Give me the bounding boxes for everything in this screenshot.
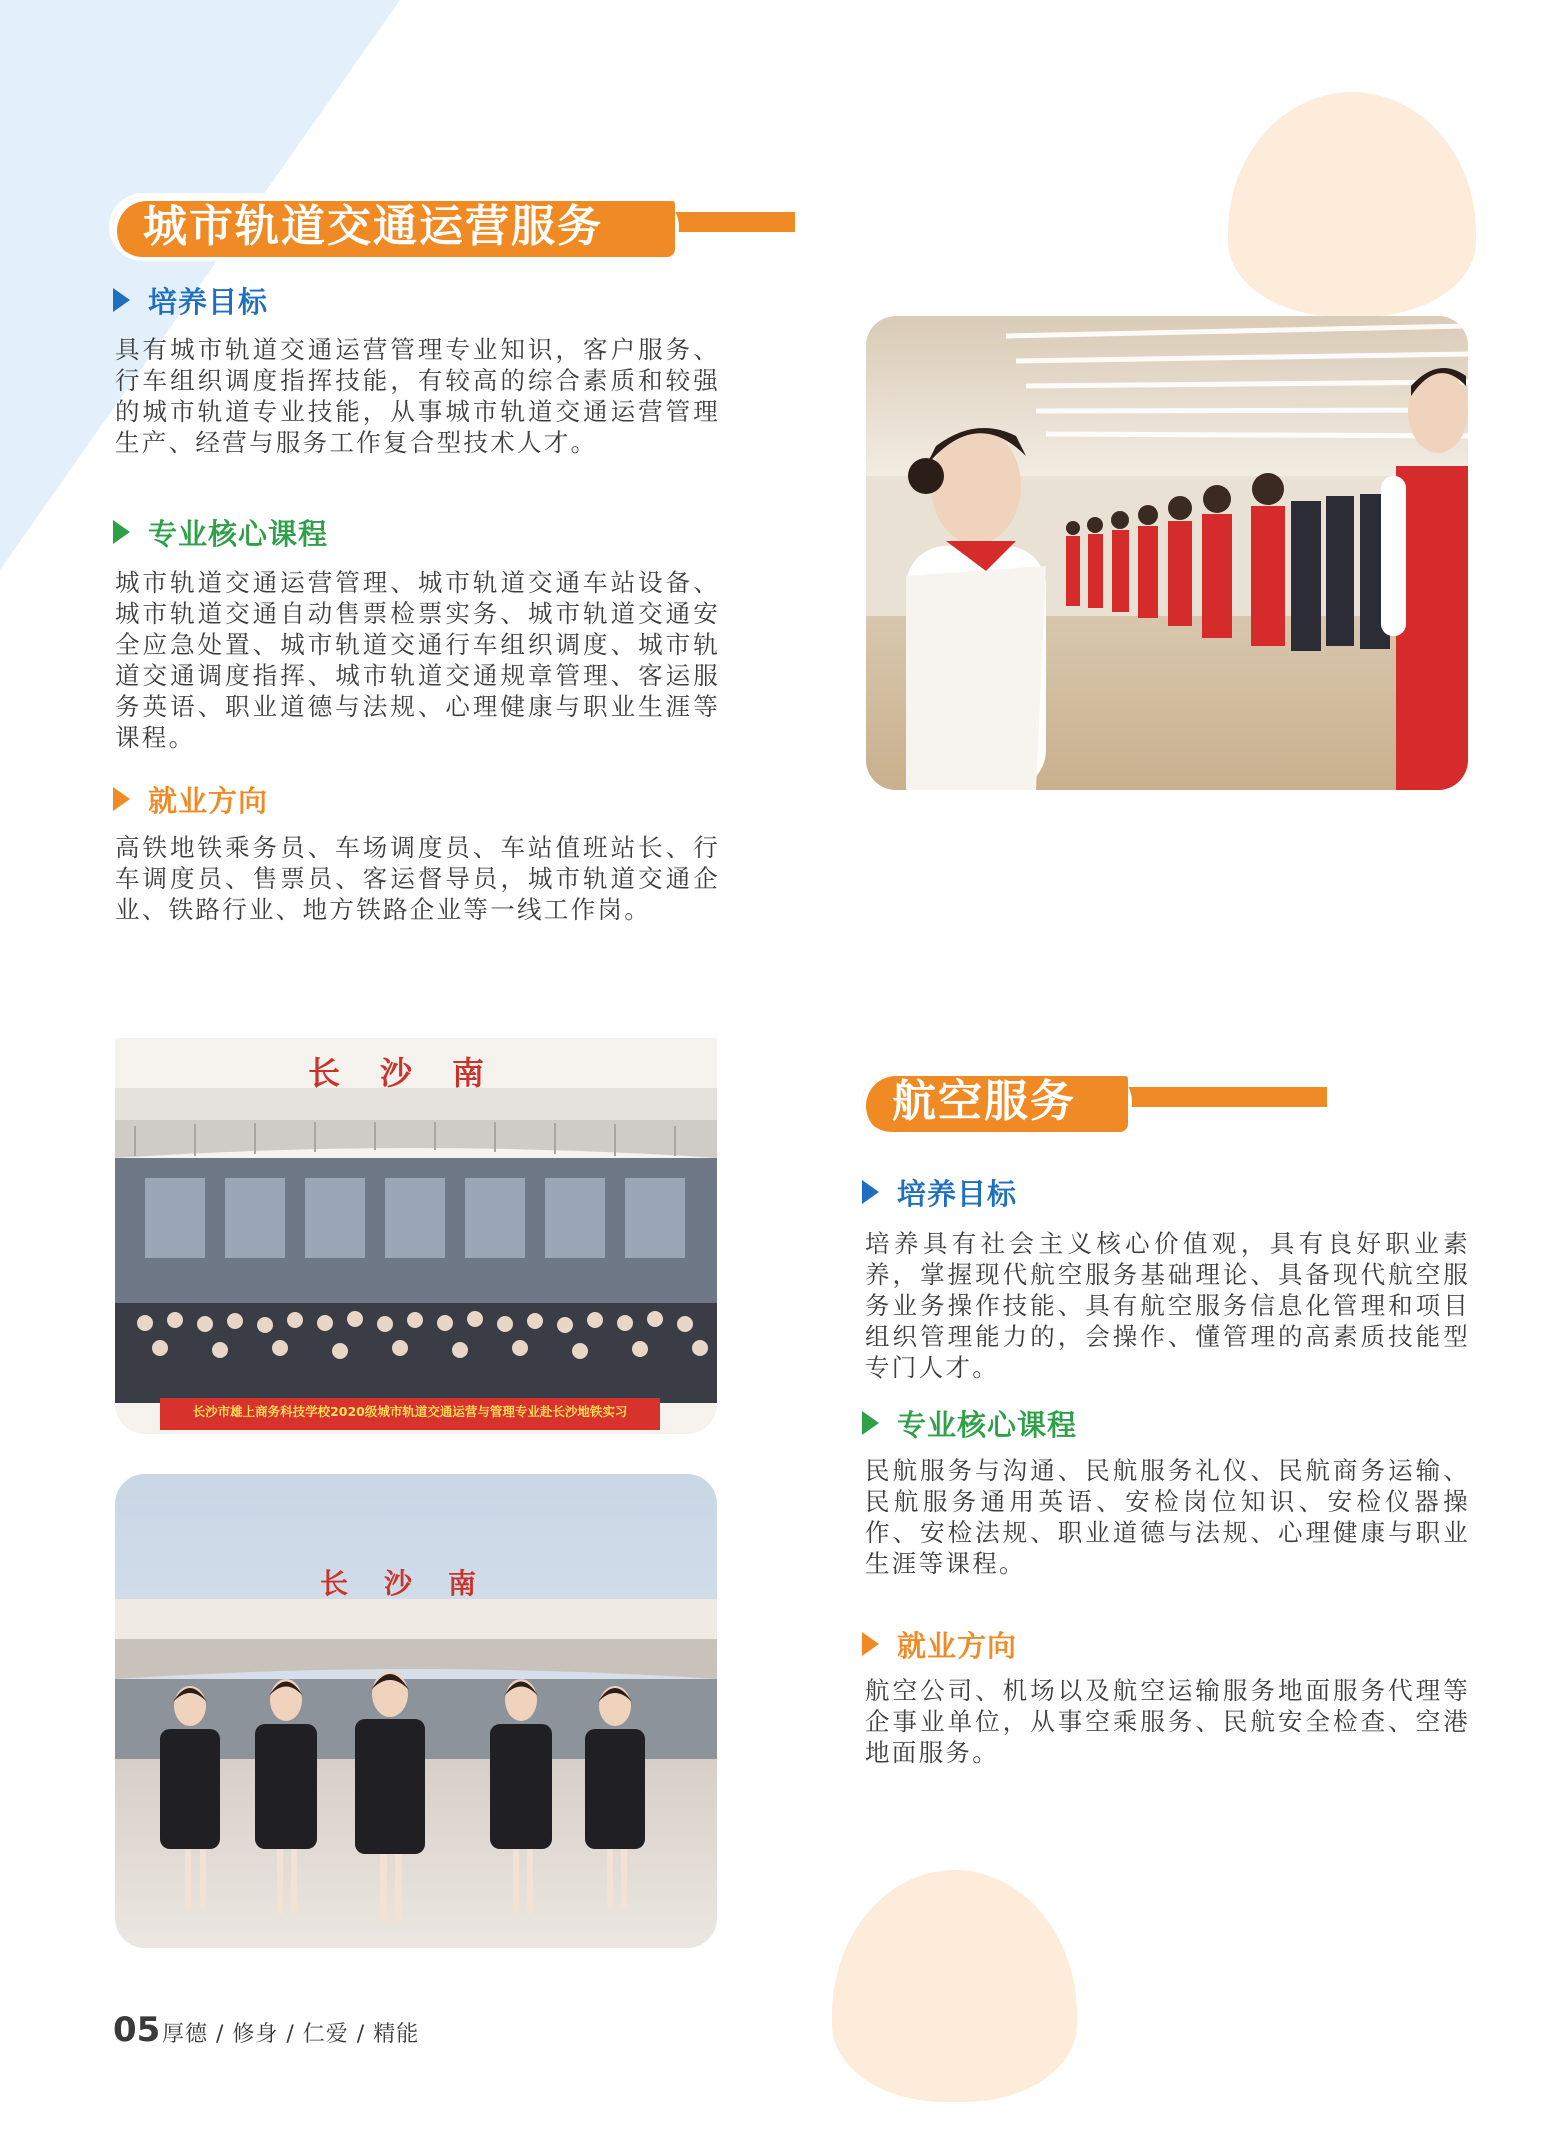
- station-sign: 长沙南: [319, 1567, 512, 1600]
- heading-label: 就业方向: [897, 1628, 1018, 1663]
- heading-label: 培养目标: [148, 284, 269, 319]
- section2-jobs-heading: [862, 1624, 1017, 1664]
- section1-courses-text: 城市轨道交通运营管理、城市轨道交通车站设备、城市轨道交通自动售票检票实务、城市轨道交通安全应急处置、城市轨道交通行车组织调度、城市轨道交通调度指挥、城市轨道交通规章管理、客运服务英语、职业道德与法规、心理健康与职业生涯等课程。: [115, 568, 720, 752]
- heading-label: 就业方向: [148, 783, 269, 818]
- section2-courses-heading: [862, 1403, 1077, 1443]
- section2-header: [858, 1068, 1132, 1136]
- station-sign: 长沙南: [307, 1054, 524, 1092]
- photo-training-hall: [866, 316, 1468, 790]
- page-number: 05: [113, 2010, 161, 2050]
- triangle-bullet-icon: [862, 1411, 879, 1435]
- background-blob-top: [1228, 92, 1476, 317]
- photo-staff-at-station: [115, 1474, 717, 1948]
- section1-goal-heading: [113, 280, 268, 320]
- section2-jobs-text: 航空公司、机场以及航空运输服务地面服务代理等企事业单位，从事空乘服务、民航安全检查、空港地面服务。: [865, 1676, 1470, 1767]
- section2-goal-heading: [862, 1172, 1017, 1212]
- section1-courses-heading: [113, 512, 328, 552]
- background-blob-bottom: [832, 1870, 1077, 2102]
- heading-label: 专业核心课程: [897, 1407, 1078, 1442]
- photo-group-at-station: [115, 1038, 717, 1434]
- heading-label: 专业核心课程: [148, 516, 329, 551]
- section1-header: [109, 193, 679, 261]
- section2-courses-text: 民航服务与沟通、民航服务礼仪、民航商务运输、民航服务通用英语、安检岗位知识、安检仪器操作、安检法规、职业道德与法规、心理健康与职业生涯等课程。: [865, 1456, 1470, 1578]
- section1-goal-text: 具有城市轨道交通运营管理专业知识，客户服务、行车组织调度指挥技能，有较高的综合素质和较强的城市轨道专业技能，从事城市轨道交通运营管理生产、经营与服务工作复合型技术人才。: [115, 335, 720, 457]
- section2-title: 航空服务: [862, 1072, 1128, 1132]
- triangle-bullet-icon: [862, 1632, 879, 1656]
- triangle-bullet-icon: [113, 520, 130, 544]
- footer-motto: 厚德 / 修身 / 仁爱 / 精能: [162, 2022, 420, 2047]
- section1-jobs-text: 高铁地铁乘务员、车场调度员、车站值班站长、行车调度员、售票员、客运督导员，城市轨道交通企业、铁路行业、地方铁路企业等一线工作岗。: [115, 833, 720, 924]
- section1-title: 城市轨道交通运营服务: [113, 197, 675, 257]
- section2-goal-text: 培养具有社会主义核心价值观，具有良好职业素养，掌握现代航空服务基础理论、具备现代航空服务业务操作技能、具有航空服务信息化管理和项目组织管理能力的，会操作、懂管理的高素质技能型专门人才。: [865, 1229, 1470, 1382]
- triangle-bullet-icon: [113, 288, 130, 312]
- triangle-bullet-icon: [113, 787, 130, 811]
- group-banner: 长沙市雄上商务科技学校2020级城市轨道交通运营与管理专业赴长沙地铁实习: [192, 1404, 628, 1419]
- section1-jobs-heading: [113, 779, 268, 819]
- triangle-bullet-icon: [862, 1180, 879, 1204]
- heading-label: 培养目标: [897, 1176, 1018, 1211]
